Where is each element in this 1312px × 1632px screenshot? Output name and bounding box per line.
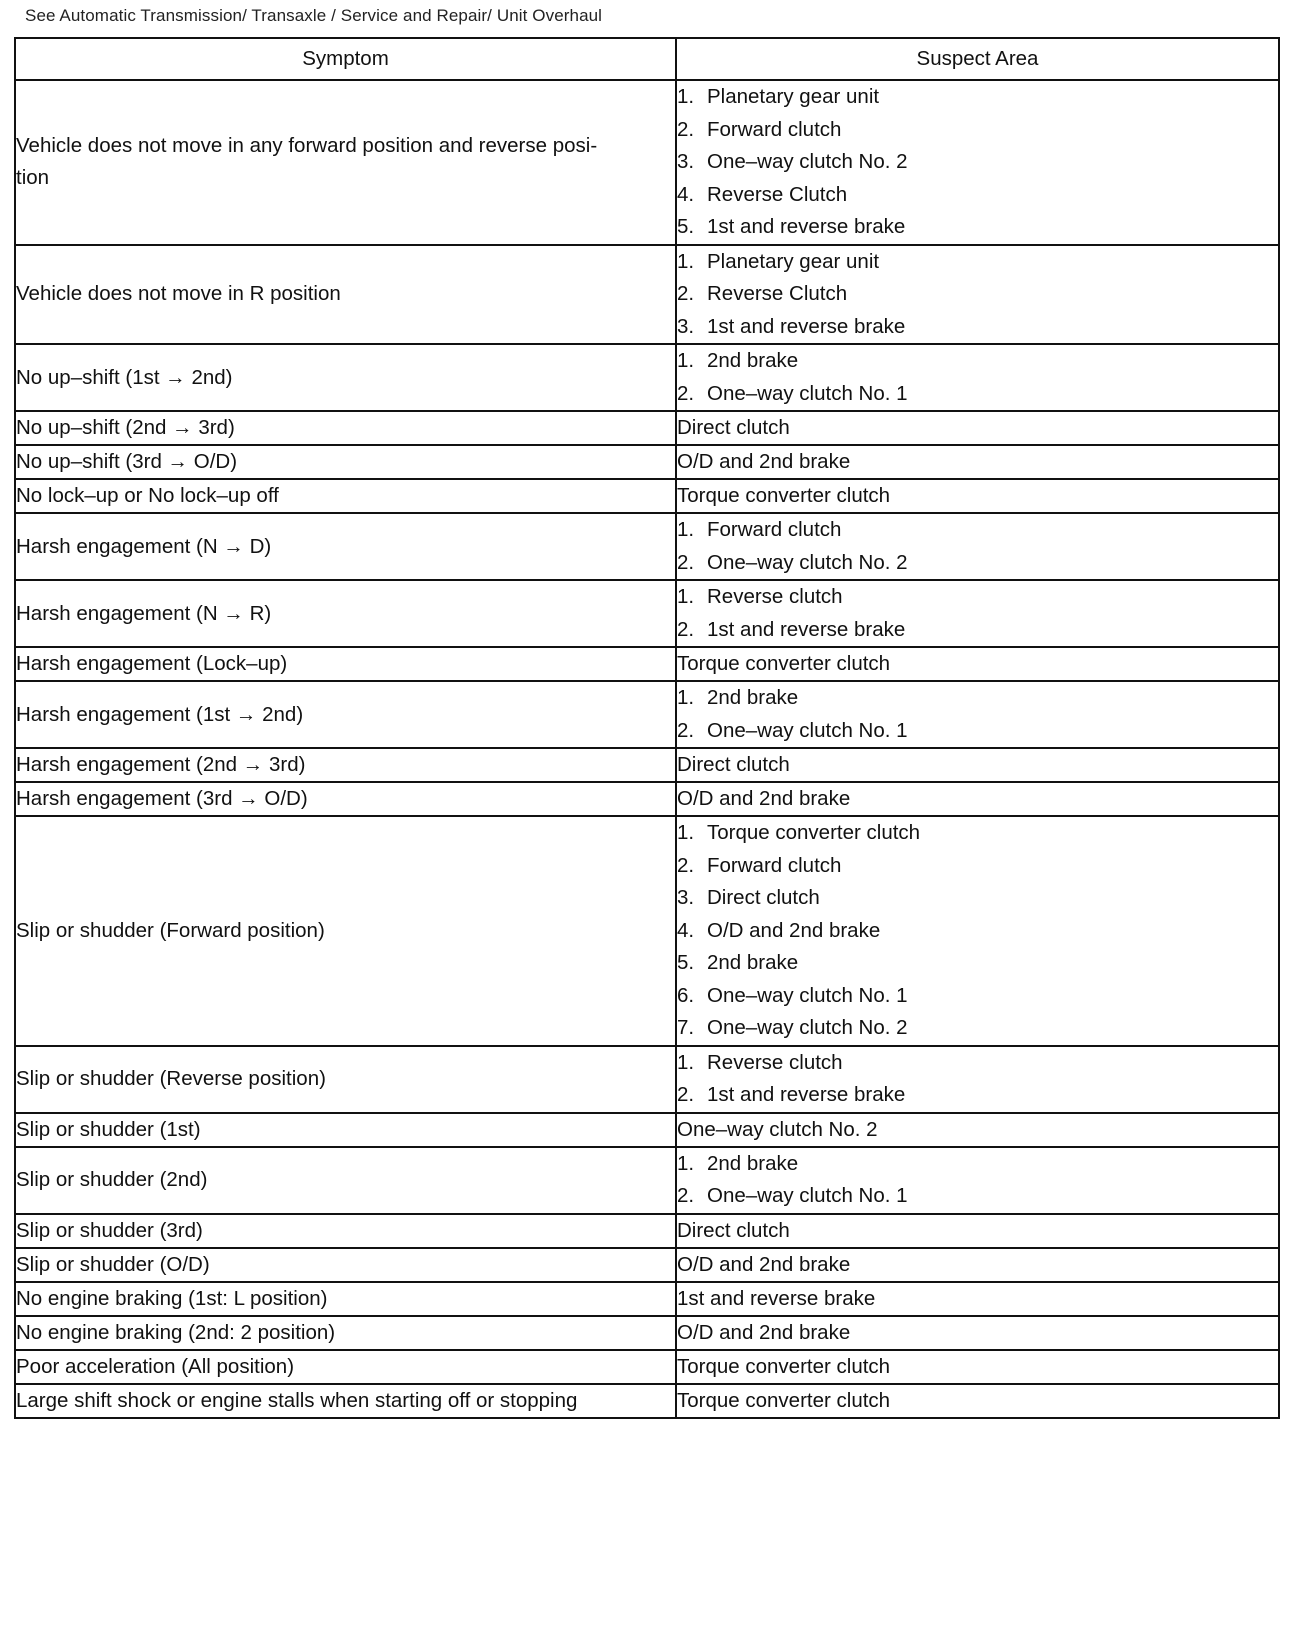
suspect-text: O/D and 2nd brake [677,787,851,810]
suspect-item-text: 1st and reverse brake [707,314,906,338]
symptom-text: Slip or shudder (3rd) [16,1218,203,1242]
suspect-area-column-header: Suspect Area [676,38,1279,80]
suspect-item-number: 4. [677,182,695,206]
suspect-text: Direct clutch [677,1218,790,1242]
symptom-table [14,37,1280,1419]
suspect-item-text: Torque converter clutch [707,821,921,844]
table-row [15,816,1279,1046]
suspect-text: Torque converter clutch [677,1388,891,1412]
suspect-item-text: Forward clutch [707,117,842,141]
symptom-text: Harsh engagement (N → D) [16,534,272,558]
suspect-item-number: 2. [677,1184,695,1207]
suspect-item-number: 2. [677,381,695,405]
suspect-item-text: Planetary gear unit [707,85,880,108]
suspect-text: O/D and 2nd brake [677,1252,851,1276]
suspect-list-item [677,1047,1278,1080]
suspect-item-number: 2. [677,617,695,641]
suspect-area-cell [676,344,1279,411]
table-row [15,1046,1279,1113]
table-row [15,1214,1279,1248]
suspect-list-item [677,81,1278,114]
suspect-list-item [677,882,1278,915]
suspect-area-cell [676,1214,1279,1248]
table-row [15,80,1279,245]
symptom-text: No up–shift (3rd → O/D) [16,450,238,473]
table-row [15,1282,1279,1316]
symptom-cell [15,1046,676,1113]
table-row [15,445,1279,479]
symptom-text: Vehicle does not move in any forward position and reverse posi- [16,134,598,158]
suspect-text: O/D and 2nd brake [677,450,851,473]
table-row [15,782,1279,816]
table-row [15,1113,1279,1147]
suspect-area-cell [676,1384,1279,1418]
suspect-item-number: 1. [677,686,695,709]
symptom-cell [15,1350,676,1384]
suspect-item-text: One–way clutch No. 1 [707,1184,908,1207]
suspect-item-text: One–way clutch No. 1 [707,983,908,1007]
suspect-text: One–way clutch No. 2 [677,1117,878,1141]
suspect-list-item [677,514,1278,547]
symptom-cell [15,816,676,1046]
suspect-list-item [677,1012,1278,1045]
symptom-cell [15,445,676,479]
symptom-text: Harsh engagement (2nd → 3rd) [16,753,306,776]
symptom-cell [15,411,676,445]
suspect-item-text: Forward clutch [707,853,842,877]
table-row [15,681,1279,748]
suspect-area-cell [676,1316,1279,1350]
suspect-item-number: 2. [677,550,695,574]
suspect-item-text: One–way clutch No. 2 [707,550,908,574]
suspect-list-item [677,278,1278,311]
table-row [15,245,1279,345]
page-caption: See Automatic Transmission/ Transaxle / Service and Repair/ Unit Overhaul [25,6,603,25]
suspect-item-text: Forward clutch [707,518,842,541]
symptom-cell [15,681,676,748]
suspect-area-cell [676,1248,1279,1282]
suspect-item-text: One–way clutch No. 2 [707,150,908,173]
symptom-column-header: Symptom [15,38,676,80]
suspect-item-text: Reverse clutch [707,1050,843,1074]
suspect-item-number: 3. [677,314,695,338]
suspect-area-cell [676,1046,1279,1113]
suspect-list-item [677,1148,1278,1181]
symptom-text: tion [16,166,50,190]
suspect-text: O/D and 2nd brake [677,1320,851,1344]
symptom-cell [15,80,676,245]
table-row [15,1248,1279,1282]
suspect-list-item [677,1079,1278,1112]
suspect-area-cell [676,513,1279,580]
suspect-item-text: One–way clutch No. 1 [707,718,908,742]
symptom-text: Large shift shock or engine stalls when starting off or stopping [16,1388,578,1412]
suspect-item-number: 4. [677,918,695,942]
suspect-area-cell [676,748,1279,782]
suspect-item-text: Reverse Clutch [707,282,848,305]
suspect-item-text: 1st and reverse brake [707,215,906,238]
suspect-item-number: 2. [677,117,695,141]
symptom-text: Vehicle does not move in R position [16,282,341,306]
suspect-area-cell [676,1282,1279,1316]
symptom-text: No lock–up or No lock–up off [16,484,279,507]
table-row [15,1350,1279,1384]
suspect-item-text: Reverse Clutch [707,182,848,206]
suspect-text: Torque converter clutch [677,652,891,675]
suspect-area-cell [676,411,1279,445]
suspect-item-text: 1st and reverse brake [707,617,906,641]
suspect-item-number: 1. [677,1151,695,1175]
symptom-cell [15,513,676,580]
suspect-item-number: 5. [677,951,695,974]
symptom-cell [15,1282,676,1316]
suspect-item-text: 2nd brake [707,349,799,372]
suspect-item-text: 1st and reverse brake [707,1083,906,1106]
suspect-area-cell [676,445,1279,479]
suspect-area-cell [676,479,1279,513]
suspect-area-cell [676,245,1279,345]
suspect-area-cell [676,647,1279,681]
suspect-list-item [677,614,1278,647]
symptom-cell [15,245,676,345]
suspect-text: 1st and reverse brake [677,1286,876,1310]
suspect-area-cell [676,580,1279,647]
symptom-text: Poor acceleration (All position) [16,1354,295,1378]
suspect-item-text: Planetary gear unit [707,249,880,273]
table-body [15,80,1279,1418]
suspect-text: Torque converter clutch [677,1354,891,1378]
suspect-list-item [677,947,1278,980]
suspect-item-number: 1. [677,249,695,273]
symptom-cell [15,1248,676,1282]
suspect-list-item [677,246,1278,279]
suspect-list-item [677,915,1278,948]
suspect-item-number: 2. [677,853,695,877]
table-row [15,1316,1279,1350]
suspect-item-number: 7. [677,1016,695,1039]
suspect-item-number: 2. [677,718,695,742]
suspect-item-number: 1. [677,349,695,372]
suspect-list-item [677,715,1278,748]
symptom-cell [15,1214,676,1248]
table-row [15,1384,1279,1418]
symptom-text: Slip or shudder (Forward position) [16,918,325,942]
symptom-text: Slip or shudder (2nd) [16,1168,208,1191]
suspect-list-item [677,547,1278,580]
table-row [15,513,1279,580]
symptom-text: Slip or shudder (Reverse position) [16,1067,326,1090]
symptom-text: No up–shift (1st → 2nd) [16,365,233,389]
suspect-item-number: 2. [677,1083,695,1106]
suspect-item-number: 1. [677,821,695,844]
symptom-text: Harsh engagement (N → R) [16,601,272,625]
symptom-text: Slip or shudder (O/D) [16,1252,210,1276]
suspect-item-text: 2nd brake [707,686,799,709]
symptom-cell [15,647,676,681]
suspect-list-item [677,345,1278,378]
suspect-area-cell [676,681,1279,748]
table-row [15,1147,1279,1214]
symptom-cell [15,580,676,647]
symptom-text: No engine braking (2nd: 2 position) [16,1320,336,1344]
suspect-item-number: 3. [677,150,695,173]
suspect-text: Direct clutch [677,416,790,439]
symptom-cell [15,1147,676,1214]
suspect-item-number: 1. [677,585,695,608]
symptom-cell [15,1113,676,1147]
symptom-text: Harsh engagement (1st → 2nd) [16,702,304,726]
suspect-list-item [677,114,1278,147]
suspect-item-number: 3. [677,886,695,909]
symptom-text: Harsh engagement (Lock–up) [16,652,288,675]
suspect-list-item [677,581,1278,614]
suspect-area-cell [676,1147,1279,1214]
suspect-area-cell [676,1113,1279,1147]
suspect-item-number: 6. [677,983,695,1007]
suspect-item-text: 2nd brake [707,951,799,974]
suspect-list-item [677,980,1278,1013]
symptom-cell [15,782,676,816]
suspect-list-item [677,850,1278,883]
suspect-item-number: 2. [677,282,695,305]
table-header-row [15,38,1279,80]
suspect-list-item [677,311,1278,344]
symptom-cell [15,1316,676,1350]
suspect-item-text: Reverse clutch [707,585,843,608]
suspect-item-number: 5. [677,215,695,238]
symptom-cell [15,1384,676,1418]
suspect-item-text: 2nd brake [707,1151,799,1175]
suspect-item-number: 1. [677,85,695,108]
suspect-item-number: 1. [677,1050,695,1074]
suspect-list-item [677,179,1278,212]
suspect-list-item [677,1180,1278,1213]
suspect-list-item [677,211,1278,244]
suspect-area-cell [676,1350,1279,1384]
suspect-list-item [677,378,1278,411]
table-row [15,748,1279,782]
suspect-text: Direct clutch [677,753,790,776]
symptom-text: No up–shift (2nd → 3rd) [16,416,235,439]
symptom-cell [15,748,676,782]
suspect-list-item [677,146,1278,179]
suspect-area-cell [676,80,1279,245]
suspect-item-text: One–way clutch No. 1 [707,381,908,405]
suspect-item-text: Direct clutch [707,886,820,909]
suspect-item-number: 1. [677,518,695,541]
suspect-list-item [677,682,1278,715]
table-row [15,647,1279,681]
symptom-cell [15,344,676,411]
suspect-item-text: O/D and 2nd brake [707,918,881,942]
suspect-item-text: One–way clutch No. 2 [707,1016,908,1039]
symptom-text: No engine braking (1st: L position) [16,1286,328,1310]
suspect-area-cell [676,782,1279,816]
table-row [15,411,1279,445]
symptom-text: Harsh engagement (3rd → O/D) [16,787,308,810]
suspect-list-item [677,817,1278,850]
suspect-area-cell [676,816,1279,1046]
symptom-cell [15,479,676,513]
table-row [15,580,1279,647]
table-row [15,479,1279,513]
symptom-text: Slip or shudder (1st) [16,1117,201,1141]
table-row [15,344,1279,411]
suspect-text: Torque converter clutch [677,484,891,507]
